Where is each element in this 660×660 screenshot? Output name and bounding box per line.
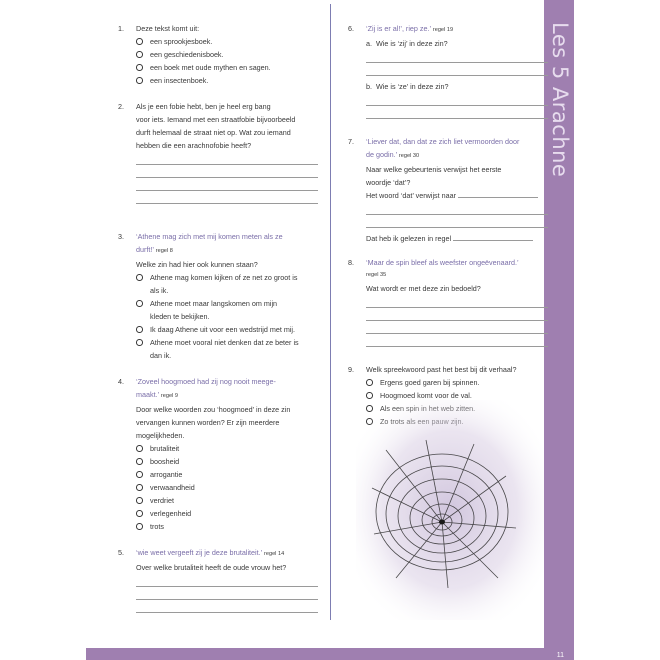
radio-circle-icon[interactable] <box>366 379 373 386</box>
answer-line[interactable] <box>136 574 318 587</box>
answer-line[interactable] <box>366 308 548 321</box>
option[interactable]: trots <box>136 520 318 533</box>
question-number: 6. <box>348 24 354 33</box>
left-column <box>118 22 318 613</box>
question-6 <box>348 22 548 119</box>
spiderweb-illustration <box>356 400 544 620</box>
option[interactable]: verwaandheid <box>136 481 318 494</box>
line-reference: regel 30 <box>398 153 420 159</box>
answer-line[interactable] <box>366 202 548 215</box>
radio-circle-icon[interactable] <box>136 326 143 333</box>
question-5 <box>118 546 318 613</box>
question-number: 3. <box>118 232 124 241</box>
question-7: 7. ‘Liever dat, dan dat ze zich liet vermoorden door de godin.’ regel 30 Naar welke gebeurtenis verwijst het eerste woordje ‘dat’? Het woord ‘dat’ verwijst naar Dat heb ik gelezen in regel <box>348 135 548 245</box>
answer-line[interactable] <box>366 93 548 106</box>
question-text: Wat wordt er met deze zin bedoeld? <box>366 284 481 293</box>
answer-line[interactable] <box>366 106 548 119</box>
radio-circle-icon[interactable] <box>136 274 143 281</box>
radio-circle-icon[interactable] <box>136 339 143 346</box>
answer-line[interactable] <box>366 295 548 308</box>
option[interactable]: verlegenheid <box>136 507 318 520</box>
quote: ‘Liever dat, dan dat ze zich liet vermoorden door <box>366 137 520 146</box>
question-1 <box>118 22 318 87</box>
answer-line[interactable] <box>366 50 548 63</box>
radio-circle-icon[interactable] <box>136 471 143 478</box>
sub-question-b: b. Wie is ‘ze’ in deze zin? <box>366 82 449 91</box>
question-number: 2. <box>118 102 124 111</box>
line-reference: regel 8 <box>155 248 173 254</box>
option[interactable]: Athene moet maar langskomen om mijn kleden te bekijken. <box>136 297 318 323</box>
question-text: Welke zin had hier ook kunnen staan? <box>136 260 258 269</box>
side-bar <box>544 0 574 648</box>
radio-circle-icon[interactable] <box>136 445 143 452</box>
answer-line[interactable] <box>136 191 318 204</box>
answer-line[interactable] <box>458 189 538 198</box>
quote: ‘Maar de spin bleef als weefster ongeëvenaard.’ <box>366 258 519 267</box>
question-3: 3. ‘Athene mag zich met mij komen meten als ze durft!’ regel 8 Welke zin had hier ook kunnen staan? Athene mag komen kijken of ze net zo groot is als ik. Athene moet maar langskomen om mijn kleden te bekijken. Ik daag Athene uit voor een wedstrijd met mij. Athene moet vooral niet denken dat ze beter is dan ik. <box>118 230 318 362</box>
option[interactable]: een insectenboek. <box>136 74 318 87</box>
page-number: 11 <box>556 652 564 659</box>
question-number: 1. <box>118 24 124 33</box>
answer-line[interactable] <box>136 600 318 613</box>
answer-line[interactable] <box>136 587 318 600</box>
option[interactable]: Athene moet vooral niet denken dat ze beter is dan ik. <box>136 336 318 362</box>
option[interactable]: arrogantie <box>136 468 318 481</box>
radio-circle-icon[interactable] <box>136 523 143 530</box>
option[interactable]: verdriet <box>136 494 318 507</box>
radio-circle-icon[interactable] <box>136 77 143 84</box>
quote: ‘Athene mag zich met mij komen meten als ze <box>136 232 283 241</box>
spiderweb-icon <box>356 400 544 620</box>
question-8 <box>348 256 548 347</box>
option[interactable]: een geschiedenisboek. <box>136 48 318 61</box>
answer-line[interactable] <box>366 63 548 76</box>
question-2: 2. Als je een fobie hebt, ben je heel erg bang voor iets. Iemand met een straatfobie bijvoorbeeld durft helemaal de straat niet op. Wat zou iemand hebben die een arachnofobie heeft? <box>118 100 318 204</box>
radio-circle-icon[interactable] <box>136 64 143 71</box>
lesson-title: Les 5 Arachne <box>548 22 572 178</box>
answer-line[interactable] <box>136 152 318 165</box>
question-number: 7. <box>348 137 354 146</box>
quote: ‘Zij is er al!’, riep ze.’ <box>366 24 431 33</box>
radio-circle-icon[interactable] <box>136 38 143 45</box>
answer-line[interactable] <box>136 178 318 191</box>
option[interactable]: Ergens goed garen bij spinnen. <box>366 376 548 389</box>
bottom-bar <box>86 648 574 660</box>
question-text: Deze tekst komt uit: <box>136 24 200 33</box>
worksheet-page <box>86 0 574 660</box>
option[interactable]: Athene mag komen kijken of ze net zo groot is als ik. <box>136 271 318 297</box>
option[interactable]: een sprookjesboek. <box>136 35 318 48</box>
option[interactable]: een boek met oude mythen en sagen. <box>136 61 318 74</box>
question-text: Welk spreekwoord past het best bij dit verhaal? <box>366 365 517 374</box>
quote: ‘Zoveel hoogmoed had zij nog nooit meege- <box>136 377 276 386</box>
question-number: 4. <box>118 377 124 386</box>
sub-question-a: a. Wie is ‘zij’ in deze zin? <box>366 39 448 48</box>
question-number: 5. <box>118 548 124 557</box>
radio-circle-icon[interactable] <box>136 51 143 58</box>
question-text: Over welke brutaliteit heeft de oude vrouw het? <box>136 563 287 572</box>
answer-line[interactable] <box>136 165 318 178</box>
line-reference: regel 19 <box>432 27 454 33</box>
option[interactable]: Ik daag Athene uit voor een wedstrijd met mij. <box>136 323 318 336</box>
option[interactable]: boosheid <box>136 455 318 468</box>
quote: ‘wie weet vergeeft zij je deze brutaliteit.’ <box>136 548 262 557</box>
option[interactable]: brutaliteit <box>136 442 318 455</box>
option[interactable]: Hoogmoed komt voor de val. <box>366 389 548 402</box>
radio-circle-icon[interactable] <box>366 392 373 399</box>
question-4: 4. ‘Zoveel hoogmoed had zij nog nooit meege- maakt.’ regel 9 Door welke woorden zou ‘hoogmoed’ in deze zin vervangen kunnen worden? Er zijn meerdere mogelijkheden. brutaliteit boosheid arrogantie verwaandheid verdriet verlegenheid trots <box>118 375 318 533</box>
question-number: 8. <box>348 258 354 267</box>
radio-circle-icon[interactable] <box>136 510 143 517</box>
radio-circle-icon[interactable] <box>136 458 143 465</box>
answer-line[interactable] <box>453 232 533 241</box>
answer-line[interactable] <box>366 334 548 347</box>
line-reference: regel 35 <box>366 272 387 278</box>
answer-line[interactable] <box>366 215 548 228</box>
answer-line[interactable] <box>366 321 548 334</box>
question-number: 9. <box>348 365 354 374</box>
radio-circle-icon[interactable] <box>136 300 143 307</box>
radio-circle-icon[interactable] <box>136 484 143 491</box>
line-reference: regel 9 <box>160 393 179 399</box>
right-column <box>348 22 548 428</box>
line-reference: regel 14 <box>263 551 285 557</box>
radio-circle-icon[interactable] <box>136 497 143 504</box>
column-divider <box>330 4 331 620</box>
